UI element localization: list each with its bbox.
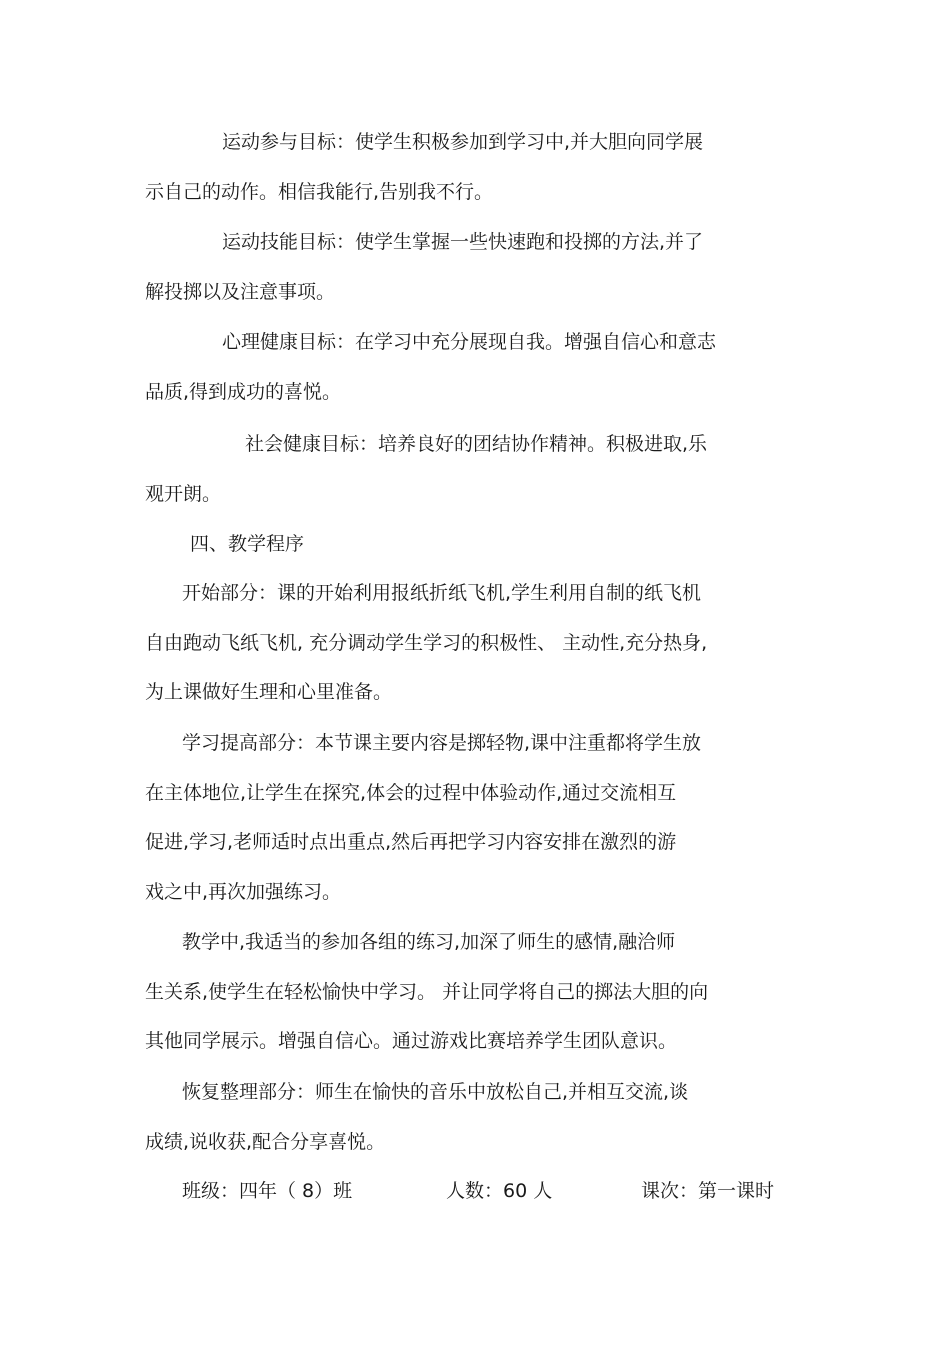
paragraph-line: 观开朗。	[145, 483, 222, 505]
paragraph-line: 生关系,使学生在轻松愉快中学习。 并让同学将自己的掷法大胆的向	[145, 981, 709, 1003]
paragraph-line: 促进,学习,老师适时点出重点,然后再把学习内容安排在激烈的游	[145, 831, 677, 853]
paragraph-line: 社会健康目标：培养良好的团结协作精神。积极进取,乐	[245, 433, 708, 455]
paragraph-line: 运动参与目标：使学生积极参加到学习中,并大胆向同学展	[222, 131, 704, 153]
paragraph-line: 品质,得到成功的喜悦。	[145, 381, 342, 403]
session-label: 课次：第一课时	[641, 1180, 775, 1202]
paragraph-line: 在主体地位,让学生在探究,体会的过程中体验动作,通过交流相互	[145, 782, 677, 804]
paragraph-line: 心理健康目标：在学习中充分展现自我。增强自信心和意志	[222, 331, 717, 353]
class-label: 班级：四年（ 8）班	[182, 1180, 353, 1202]
paragraph-line: 恢复整理部分：师生在愉快的音乐中放松自己,并相互交流,谈	[182, 1081, 689, 1103]
paragraph-line: 成绩,说收获,配合分享喜悦。	[145, 1131, 386, 1153]
paragraph-line: 为上课做好生理和心里准备。	[145, 681, 393, 703]
paragraph-line: 自由跑动飞纸飞机, 充分调动学生学习的积极性、 主动性,充分热身,	[145, 632, 708, 654]
paragraph-line: 教学中,我适当的参加各组的练习,加深了师生的感情,融洽师	[182, 931, 676, 953]
paragraph-line: 解投掷以及注意事项。	[145, 281, 336, 303]
paragraph-line: 示自己的动作。相信我能行,告别我不行。	[145, 181, 494, 203]
paragraph-line: 运动技能目标：使学生掌握一些快速跑和投掷的方法,并了	[222, 231, 704, 253]
section-heading: 四、教学程序	[190, 533, 305, 555]
paragraph-line: 其他同学展示。增强自信心。通过游戏比赛培养学生团队意识。	[145, 1030, 678, 1052]
paragraph-line: 开始部分：课的开始利用报纸折纸飞机,学生利用自制的纸飞机	[182, 582, 702, 604]
paragraph-line: 戏之中,再次加强练习。	[145, 881, 342, 903]
paragraph-line: 学习提高部分：本节课主要内容是掷轻物,课中注重都将学生放	[182, 732, 702, 754]
student-count-label: 人数：60 人	[446, 1180, 553, 1202]
